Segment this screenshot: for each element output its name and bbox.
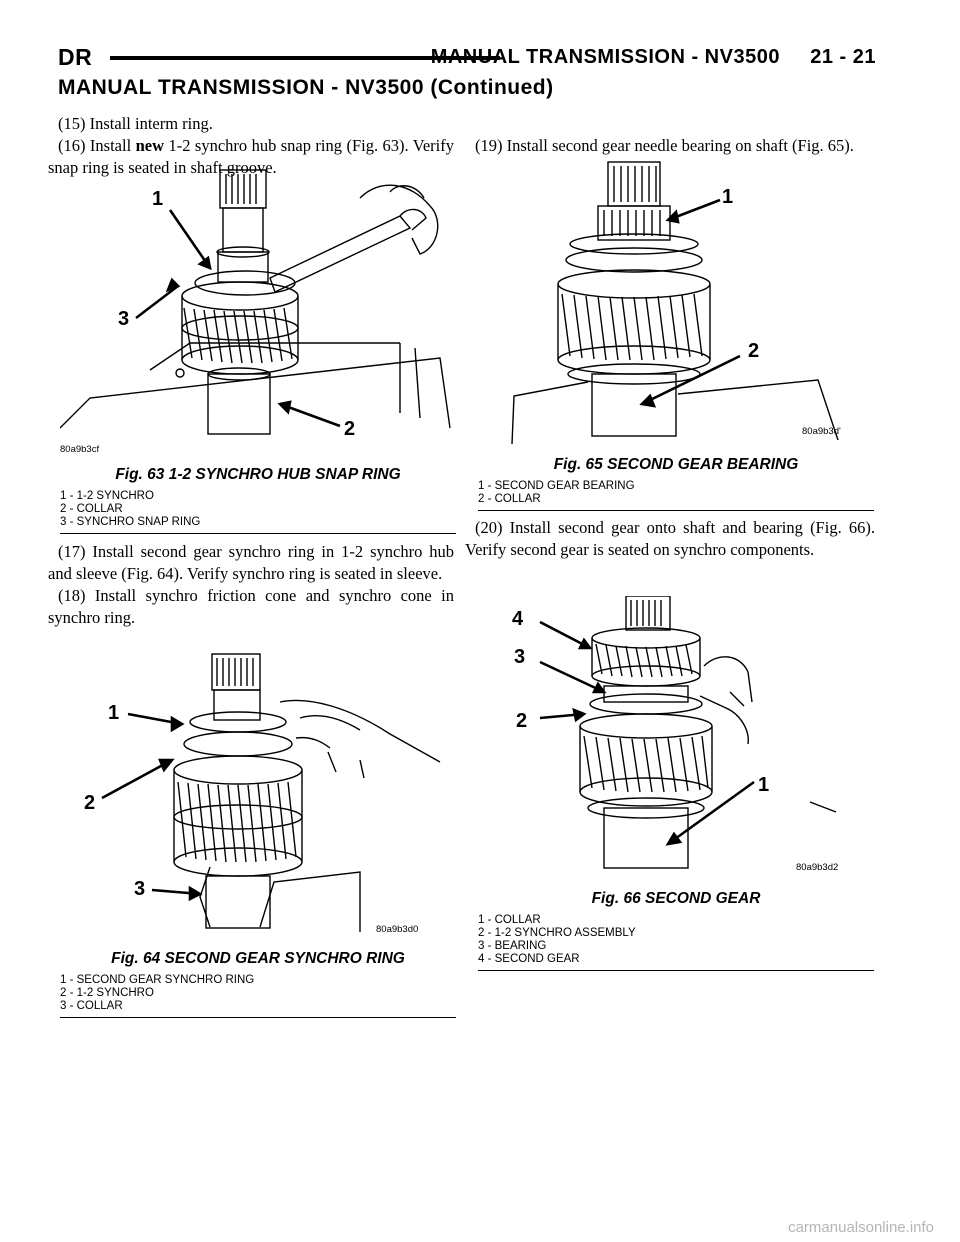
- fig63-legend-item: 2 - COLLAR: [60, 503, 123, 515]
- figure-63: [60, 168, 456, 460]
- fig65-title: Fig. 65 SECOND GEAR BEARING: [553, 456, 799, 473]
- fig66-callout-1: 1: [758, 774, 770, 796]
- fig65-code: 80a9b3d': [802, 426, 841, 437]
- fig66-rule: [478, 970, 874, 971]
- fig66-title: Fig. 66 SECOND GEAR: [591, 890, 761, 907]
- step-19: (19) Install second gear needle bearing on shaft (Fig. 65).: [475, 136, 854, 155]
- page-header: [58, 44, 876, 74]
- fig64-callout-3: 3: [134, 878, 146, 900]
- fig64-legend-item: 2 - 1-2 SYNCHRO: [60, 987, 154, 999]
- fig65-rule: [478, 510, 874, 511]
- fig66-callout-4: 4: [512, 608, 524, 630]
- fig64-title: Fig. 64 SECOND GEAR SYNCHRO RING: [111, 950, 405, 967]
- right-text-middle: [465, 517, 875, 561]
- fig63-callout-2: 2: [344, 418, 356, 440]
- figure-64: [60, 652, 456, 938]
- step-18: (18) Install synchro friction cone and synchro cone in synchro ring.: [48, 586, 454, 627]
- fig63-rule: [60, 533, 456, 534]
- fig66-legend: [478, 914, 874, 966]
- fig65-legend-item: 1 - SECOND GEAR BEARING: [478, 480, 635, 492]
- fig64-callout-2: 2: [84, 792, 96, 814]
- fig66-illustration: [478, 596, 874, 878]
- step-16: (16) Install new 1-2 synchro hub snap ring (Fig. 63). Verify snap ring is seated in shaft groove.: [48, 136, 454, 177]
- step-15: (15) Install interm ring.: [58, 114, 213, 133]
- fig64-illustration: [60, 652, 456, 938]
- fig63-legend-item: 3 - SYNCHRO SNAP RING: [60, 516, 201, 528]
- fig65-legend: [478, 480, 874, 506]
- fig64-legend-item: 1 - SECOND GEAR SYNCHRO RING: [60, 974, 255, 986]
- fig63-callout-3: 3: [118, 308, 130, 330]
- fig64-legend-item: 3 - COLLAR: [60, 1000, 123, 1012]
- fig65-callout-2: 2: [748, 340, 760, 362]
- fig66-callout-3: 3: [514, 646, 526, 668]
- figure-64-caption: [60, 950, 456, 1018]
- fig63-title: Fig. 63 1-2 SYNCHRO HUB SNAP RING: [115, 466, 401, 483]
- fig64-callout-1: 1: [108, 702, 120, 724]
- section-title: MANUAL TRANSMISSION - NV3500 (Continued): [58, 76, 554, 99]
- header-model-code: DR: [58, 44, 93, 70]
- fig65-illustration: [478, 160, 874, 446]
- fig63-callout-1: 1: [152, 188, 164, 210]
- figure-66: [478, 596, 874, 878]
- fig66-callout-2: 2: [516, 710, 528, 732]
- fig66-code: 80a9b3d2: [796, 862, 839, 873]
- figure-63-caption: [60, 466, 456, 534]
- figure-65-caption: [478, 456, 874, 511]
- header-page-title: MANUAL TRANSMISSION - NV3500 21 - 21: [430, 46, 876, 68]
- fig66-legend-item: 1 - COLLAR: [478, 914, 541, 926]
- fig64-rule: [60, 1017, 456, 1018]
- fig66-legend-item: 2 - 1-2 SYNCHRO ASSEMBLY: [478, 927, 636, 939]
- fig64-legend: [60, 974, 456, 1013]
- fig66-legend-item: 4 - SECOND GEAR: [478, 953, 580, 965]
- figure-66-caption: [478, 890, 874, 971]
- step-17: (17) Install second gear synchro ring in 1-2 synchro hub and sleeve (Fig. 64). Verify synchro ring is seated in sleeve.: [48, 542, 454, 583]
- right-text-top: [465, 135, 875, 157]
- fig64-code: 80a9b3d0: [376, 924, 419, 935]
- fig63-code: 80a9b3cf: [60, 444, 100, 455]
- left-text-bottom: [48, 541, 454, 629]
- fig63-legend: [60, 490, 456, 529]
- figure-65: [478, 160, 874, 446]
- fig63-legend-item: 1 - 1-2 SYNCHRO: [60, 490, 154, 502]
- fig65-legend-item: 2 - COLLAR: [478, 493, 541, 505]
- step-20: (20) Install second gear onto shaft and bearing (Fig. 66). Verify second gear is seated on synchro components.: [465, 518, 875, 559]
- fig66-legend-item: 3 - BEARING: [478, 940, 547, 952]
- fig65-callout-1: 1: [722, 186, 734, 208]
- watermark: carmanualsonline.info: [788, 1219, 934, 1236]
